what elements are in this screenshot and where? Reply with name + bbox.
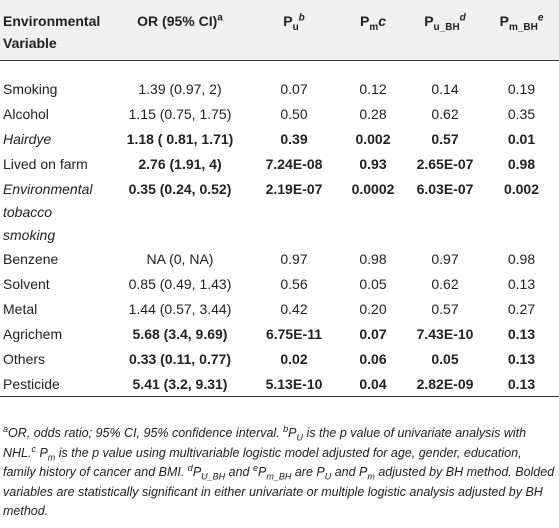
or-value: 0.33 (0.11, 0.77) <box>129 350 231 367</box>
variable-name: Lived on farm <box>3 155 88 172</box>
pu-value: 7.24E-08 <box>265 155 323 172</box>
pubh-value: 2.82E-09 <box>416 375 474 392</box>
pm-value: 0.28 <box>359 105 387 122</box>
table-body <box>0 60 559 397</box>
table-row <box>0 297 559 322</box>
pm-value: 0.06 <box>359 350 387 367</box>
pubh-value: 0.57 <box>431 130 459 147</box>
pm-value: 0.20 <box>359 300 387 317</box>
pu-value: 6.75E-11 <box>265 325 323 342</box>
table-row <box>0 77 559 102</box>
variable-name: Agrichem <box>3 325 63 342</box>
table-row <box>0 247 559 272</box>
pm-value: 0.04 <box>359 375 387 392</box>
table-row <box>0 372 559 397</box>
table-footnote: $^a$OR, odds ratio; 95% CI, 95% confidence interval. $^bP_U$ is the p value of univariate analysis with NHL.$^c$ $P_m$ is the p value using multivariable logistic model adjusted for age, gender, education, family history of cancer and BMI. $^dP_{U\_BH}$ and $^eP_{m\_BH}$ are $P_U$ and $P_m$ adjusted by BH method. Bolded variables are statistically significant in either univariate or multiple logistic analysis adjusted by BH method. <box>3 423 555 518</box>
pu-value: 0.39 <box>280 130 308 147</box>
variable-name: Others <box>3 350 46 367</box>
pubh-value: 0.62 <box>431 105 459 122</box>
variable-name: Metal <box>3 300 38 317</box>
table-header <box>0 0 559 60</box>
pubh-value: 7.43E-10 <box>416 325 474 342</box>
table-row <box>0 322 559 347</box>
pmbh-value: 0.35 <box>507 105 536 122</box>
or-value: 2.76 (1.91, 4) <box>138 155 222 172</box>
or-value: 0.35 (0.24, 0.52) <box>128 180 232 197</box>
pm-value: 0.12 <box>359 80 387 97</box>
pm-value: 0.93 <box>359 155 387 172</box>
table-row <box>0 272 559 297</box>
pubh-value: 0.05 <box>431 350 459 367</box>
pubh-value: 0.62 <box>431 275 459 292</box>
table-row <box>0 127 559 152</box>
pmbh-value: 0.13 <box>507 275 536 292</box>
pm-value: 0.0002 <box>351 180 395 197</box>
variable-name: Benzene <box>3 250 59 267</box>
or-value: 1.39 (0.97, 2) <box>138 80 222 97</box>
or-value: 5.41 (3.2, 9.31) <box>132 375 228 392</box>
pmbh-value: 0.13 <box>507 325 536 342</box>
pmbh-value: 0.13 <box>507 350 536 367</box>
table-row <box>0 102 559 127</box>
or-value: 5.68 (3.4, 9.69) <box>132 325 228 342</box>
pmbh-value: 0.13 <box>507 375 536 392</box>
pm-value: 0.05 <box>359 275 387 292</box>
pubh-value: 0.97 <box>431 250 459 267</box>
pubh-value: 0.57 <box>431 300 459 317</box>
table-row <box>0 347 559 372</box>
pmbh-value: 0.19 <box>507 80 536 97</box>
pm-value: 0.07 <box>359 325 387 342</box>
pm-value: 0.98 <box>359 250 387 267</box>
variable-name: Smoking <box>3 80 58 97</box>
pu-value: 0.02 <box>280 350 308 367</box>
pubh-value: 2.65E-07 <box>416 155 474 172</box>
or-value: 0.85 (0.49, 1.43) <box>128 275 232 292</box>
header-pm: $P_mc$ <box>359 13 387 33</box>
variable-name: Pesticide <box>3 375 60 392</box>
header-variable: Environmental Variable <box>3 13 101 51</box>
pmbh-value: 0.98 <box>507 250 536 267</box>
pu-value: 5.13E-10 <box>265 375 323 392</box>
pu-value: 0.50 <box>280 105 308 122</box>
or-value: 1.44 (0.57, 3.44) <box>128 300 232 317</box>
variable-name: Solvent <box>3 275 50 292</box>
variable-name: Environmental tobacco smoking <box>3 180 93 243</box>
variable-name: Alcohol <box>3 105 49 122</box>
pmbh-value: 0.01 <box>507 130 536 147</box>
or-value: 1.15 (0.75, 1.75) <box>128 105 232 122</box>
or-value: 1.18 ( 0.81, 1.71) <box>126 130 234 147</box>
header-pubh: $P_{u\_BH}^d$ <box>424 12 466 33</box>
pubh-value: 0.14 <box>431 80 459 97</box>
or-value: NA (0, NA) <box>146 250 214 267</box>
pu-value: 0.97 <box>280 250 308 267</box>
pmbh-value: 0.98 <box>507 155 536 172</box>
pm-value: 0.002 <box>355 130 391 147</box>
pu-value: 0.56 <box>280 275 308 292</box>
header-or: OR (95% CI)$^a$ <box>137 12 223 29</box>
pu-value: 0.42 <box>280 300 308 317</box>
pu-value: 0.07 <box>280 80 308 97</box>
table-row <box>0 152 559 177</box>
pubh-value: 6.03E-07 <box>416 180 474 197</box>
pmbh-value: 0.002 <box>503 180 540 197</box>
variable-name: Hairdye <box>3 130 52 147</box>
pu-value: 2.19E-07 <box>265 180 323 197</box>
table-row <box>0 177 559 247</box>
pmbh-value: 0.27 <box>507 300 536 317</box>
header-pmbh: $P_{m\_BH}^e$ <box>499 12 544 33</box>
header-pu: $P_u^b$ <box>283 12 305 33</box>
